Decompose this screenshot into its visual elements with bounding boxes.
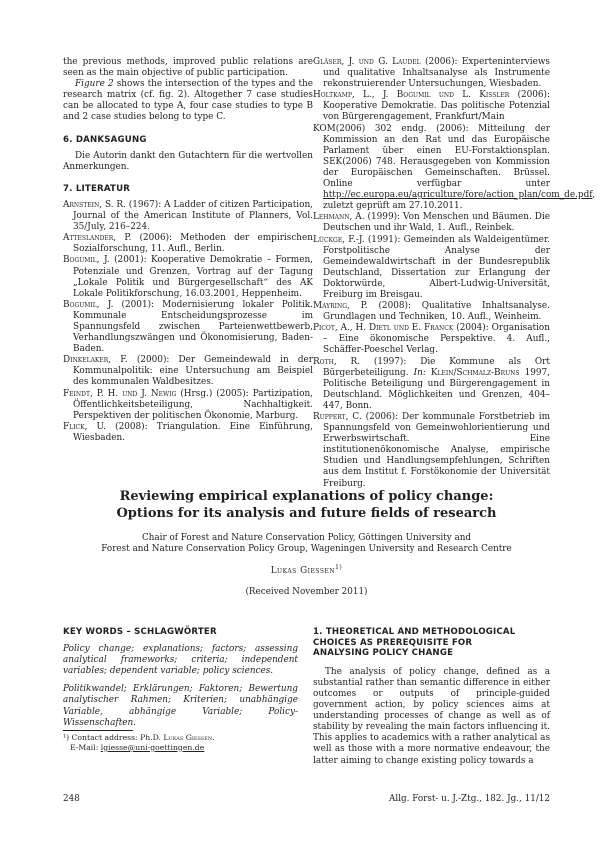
reference-entry: [313, 235, 550, 302]
reference-entry: [63, 300, 313, 355]
footnote-contact-label: ¹) Contact address: Ph.D.: [63, 733, 164, 742]
reference-entry: [63, 233, 313, 255]
footnote-email-label: E-Mail:: [70, 742, 101, 752]
reference-link[interactable]: http://ec.europa.eu/agriculture/fore/action_plan/com_de.pdf: [323, 190, 593, 201]
reference-editor: Klein/Schmalz-Bruns: [425, 367, 520, 378]
reference-text: (2006): Der kommunale Forstbetrieb im Spannungsfeld von Gemeinwohlorientierung und Erwerbswirtschaft. Eine institutionenökonomische Analyse, empirische Studien und Handlungsempfehlungen, Schriften aus dem Institut f. Forstökonomie der Universität Freiburg.: [323, 412, 551, 489]
section-heading-danksagung: 6. DANKSAGUNG: [63, 134, 147, 145]
reference-text: (1967): A Ladder of citizen Participation, Journal of the American Institute of Planners, Vol. 35/July, 216–224.: [73, 199, 314, 233]
email-link[interactable]: lgiesse@uni-goettingen.de: [100, 742, 205, 752]
page-number: 248: [63, 794, 80, 804]
reference-author: Holtkamp, L., J. Bogumil und L. Kissler: [313, 90, 510, 101]
footnote-email: [63, 743, 298, 753]
footnote-divider: [63, 730, 133, 731]
reference-in-label: In:: [413, 367, 426, 378]
article-header: [63, 488, 550, 597]
reference-text: (2006): Experteninterviews und qualitative Inhaltsanalyse als Instrumente rekonstruierender Untersuchungen, Wiesbaden.: [323, 57, 550, 90]
reference-tail: , zuletzt geprüft am 27.10.2011.: [323, 190, 596, 212]
section-1: [313, 627, 550, 767]
reference-author: Feindt, P. H. und J. Newig: [63, 388, 177, 399]
reference-author: Lehmann, A.: [313, 212, 365, 223]
received-date: (Received November 2011): [245, 587, 368, 598]
reference-author: Bogumil, J.: [63, 299, 114, 310]
intro-paragraph: the previous methods, improved public relations are seen as the main objective of public participation.: [63, 57, 313, 79]
affiliation: [63, 533, 550, 555]
reference-entry: [313, 301, 550, 323]
author-name: Lukas Giessen: [270, 566, 336, 577]
reference-author: Lückge, F.-J.: [313, 234, 365, 245]
reference-author: Flick, U.: [63, 421, 107, 432]
left-column: [63, 57, 313, 444]
reference-text: (2008): Qualitative Inhaltsanalyse. Grundlagen und Techniken, 10. Aufl., Weinheim.: [323, 301, 550, 323]
author-footnote-mark[interactable]: 1): [335, 564, 343, 572]
reference-author: Atteslander, P.: [63, 233, 132, 244]
reference-text: (1997): Die Kommune als Ort Bürgerbeteiligung.: [323, 356, 550, 378]
reference-author: Arnstein, S. R.: [63, 199, 126, 210]
figure-paragraph-text: shows the intersection of the types and the research matrix (cf. fig. 2). Altogether 7 case studies can be allocated to type A, four case studies to type B and 2 case studies belong to type C.: [63, 79, 313, 123]
right-column: [313, 57, 596, 490]
reference-text: (2001): Kooperative Demokratie – Formen, Potenziale und Grenzen, Vortrag auf der Tagung „Lokale Politik und Bürgergesellschaft“ des AK Lokale Politikforschung, 16.03.2001, Heppenheim.: [73, 255, 313, 299]
reference-text: (2004): Organisation – Eine ökonomische Perspektive. 4. Aufl., Schäffer-Poeschel Verlag.: [323, 323, 550, 356]
reference-entry: [63, 355, 313, 388]
reference-entry: [313, 357, 550, 412]
reference-tail: 1997, Politische Beteiligung und Bürgerengagement in Deutschland. Möglichkeiten und Grenzen, 404–447, Bonn.: [323, 367, 550, 411]
footnote-contact-name: Lukas Giessen: [163, 733, 213, 742]
section-1-paragraph: The analysis of policy change, defined as a substantial rather than semantic difference in either outcomes or outputs of principle-guided government action, by policy sciences aims at understanding processes of change as well as of stability by revealing the main factors influencing it. This applies to academics with a rather analytical as well as those with a more normative endeavour, the latter aiming to change existing policy towards a: [313, 666, 550, 766]
section-1-heading-line2: CHOICES AS PREREQUISITE FOR: [313, 637, 473, 648]
reference-list-left: [63, 200, 313, 444]
reference-text: (2006): Methoden der empirischen Sozialforschung, 11. Aufl., Berlin.: [73, 233, 313, 255]
keywords-english: Policy change; explanations; factors; assessing analytical frameworks; criteria; independent variables; dependent variable; policy sciences.: [63, 644, 298, 677]
reference-author: Bogumil, J.: [63, 255, 110, 266]
reference-entry: [313, 323, 550, 356]
reference-entry: [313, 212, 550, 234]
reference-text: (2008): Triangulation. Eine Einführung, Wiesbaden.: [73, 421, 313, 443]
reference-author: Picot, A., H. Dietl und E. Franck: [313, 323, 454, 334]
acknowledgement-text: Die Autorin dankt den Gutachtern für die wertvollen Anmerkungen.: [63, 150, 313, 172]
author-line: [63, 564, 550, 576]
reference-text: (Hrsg.) (2005): Partizipation, Öffentlichkeitsbeteiligung, Nachhaltigkeit. Perspektiven der politischen Ökonomie, Marburg.: [73, 388, 313, 421]
reference-text: (1999): Von Menschen und Bäumen. Die Deutschen und ihr Wald, 1. Aufl., Reinbek.: [323, 212, 551, 234]
reference-text: (2006): Kooperative Demokratie. Das politische Potenzial von Bürgerengagement, Frankfurt/Main: [323, 90, 550, 123]
reference-author: Dinkelaker, F.: [63, 355, 128, 366]
section-heading-literatur: 7. LITERATUR: [63, 183, 131, 194]
reference-entry: [63, 422, 313, 444]
reference-list-right: [313, 57, 596, 490]
reference-author: Gläser, J. und G. Laudel: [313, 57, 421, 67]
article-title-line2: Options for its analysis and future fields of research: [116, 506, 497, 521]
reference-text: KOM(2006) 302 endg. (2006): Mitteilung der Kommission an den Rat und das Europäische Parlament über einen EU-Forstaktionsplan. SEK(2006) 748. Herausgegeben von Kommission der Europäischen Gemeinschaften. Brüssel. Online verfügbar unter: [313, 123, 550, 190]
footnote-contact: [63, 733, 298, 743]
reference-author: Mayring, P.: [313, 301, 368, 312]
footnote: [63, 733, 298, 753]
reference-entry: [63, 200, 313, 233]
affiliation-line2: Forest and Nature Conservation Policy Group, Wageningen University and Research Centre: [101, 544, 512, 555]
reference-entry: [313, 123, 596, 213]
article-title-line1: Reviewing empirical explanations of policy change:: [119, 489, 494, 504]
keywords-german: Politikwandel; Erklärungen; Faktoren; Bewertung analytischer Rahmen; Kriterien; unabhängige Variable, abhängige Variable; Policy-Wissenschaften.: [63, 684, 298, 728]
reference-entry: [63, 255, 313, 299]
section-1-heading-line3: ANALYSING POLICY CHANGE: [313, 648, 454, 659]
article-title: [63, 488, 550, 522]
reference-entry: [313, 57, 550, 90]
keywords-block: [63, 627, 298, 736]
journal-citation: Allg. Forst- u. J.-Ztg., 182. Jg., 11/12: [389, 794, 550, 804]
section-1-heading-line1: 1. THEORETICAL AND METHODOLOGICAL: [313, 627, 516, 637]
section-1-heading: [313, 627, 550, 659]
footnote-contact-suffix: .: [212, 733, 215, 742]
affiliation-line1: Chair of Forest and Nature Conservation Policy, Göttingen University and: [141, 533, 472, 543]
reference-text: (1991): Gemeinden als Waldeigentümer. Forstpolitische Analyse der Gemeindewaldwirtschaft in der Bundesrepublik Deutschland, Dissertation zur Erlangung der Doktorwürde, Albert-Ludwig-Universität, Freiburg im Breisgau.: [323, 234, 550, 300]
reference-entry: [313, 90, 550, 123]
reference-author: Roth, R.: [313, 356, 361, 367]
reference-text: (2001): Modernisierung lokaler Politik. Kommunale Entscheidungsprozesse im Spannungsfeld zwischen Parteienwettbewerb, Verhandlungszwängen und Ökonomisierung, Baden-Baden.: [73, 299, 313, 355]
figure-reference[interactable]: Figure 2: [75, 79, 114, 90]
reference-author: Ruppert, C.: [313, 412, 362, 422]
reference-entry: [63, 389, 313, 422]
reference-entry: [313, 412, 550, 490]
figure-paragraph: [63, 79, 313, 123]
keywords-heading: KEY WORDS – SCHLAGWÖRTER: [63, 627, 217, 637]
reference-text: (2000): Der Gemeindewald in der Kommunalpolitik: eine Untersuchung am Beispiel des kommunalen Waldbesitzes.: [73, 355, 313, 388]
